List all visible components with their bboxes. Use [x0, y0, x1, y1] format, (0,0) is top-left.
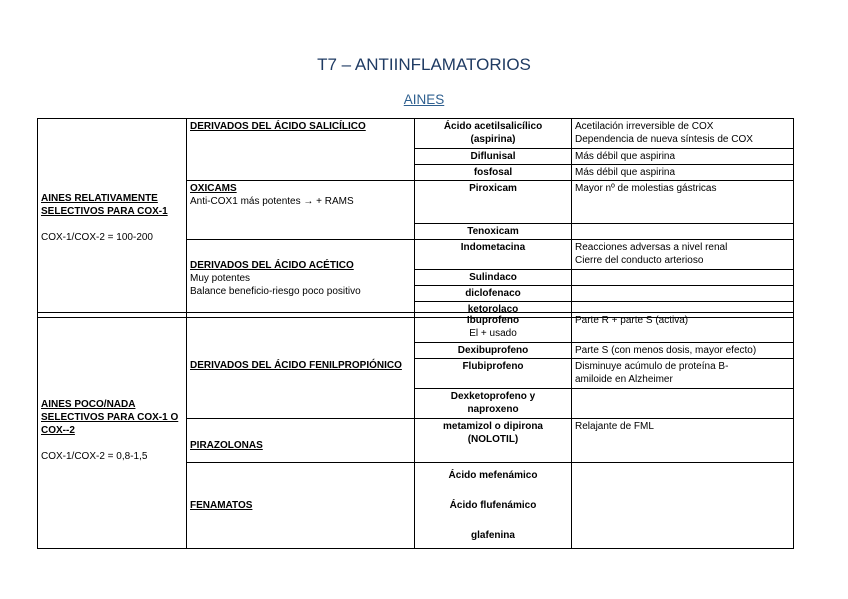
drug-cell [415, 119, 572, 149]
drug-note: Más débil que aspirina [575, 151, 676, 162]
drug-cell [415, 419, 572, 463]
drug-name: ketorolaco [467, 304, 519, 315]
drug-subnote: El + usado [469, 328, 517, 339]
page-subtitle: AINES [403, 92, 445, 107]
note-cell [572, 463, 794, 549]
aines-table-part2 [37, 312, 794, 549]
drug-cell [415, 359, 572, 389]
drug-cell [415, 224, 572, 240]
drug-note: Más débil que aspirina [575, 167, 676, 178]
group-ratio: COX-1/COX-2 = 100-200 [41, 232, 153, 243]
category-cell [187, 240, 415, 318]
drug-note: Reacciones adversas a nivel renal [575, 242, 728, 253]
category-name: FENAMATOS [190, 500, 253, 511]
drug-name: Dexibuprofeno [457, 345, 529, 356]
drug-name: Dexketoprofeno y [450, 391, 536, 402]
page-title: T7 – ANTIINFLAMATORIOS [317, 55, 531, 74]
drug-cell [415, 240, 572, 270]
group-cell [38, 119, 187, 318]
drug-name: naproxeno [467, 404, 519, 415]
note-cell [572, 224, 794, 240]
drug-note: Relajante de FML [575, 421, 654, 432]
table-row [38, 313, 794, 343]
category-name: PIRAZOLONAS [190, 440, 263, 451]
drug-name: Ácido acetilsalicílico [443, 121, 543, 132]
category-name: DERIVADOS DEL ÁCIDO FENILPROPIÓNICO [190, 360, 402, 371]
category-cell [187, 463, 415, 549]
drug-name: Tenoxicam [467, 226, 519, 237]
group-title: AINES RELATIVAMENTE SELECTIVOS PARA COX-1 [41, 193, 168, 217]
drug-name: Diflunisal [470, 151, 516, 162]
note-cell [572, 119, 794, 149]
drug-name: glafenina [471, 530, 515, 541]
note-cell [572, 419, 794, 463]
note-cell [572, 359, 794, 389]
drug-name: Ácido flufenámico [449, 500, 537, 511]
note-cell [572, 270, 794, 286]
drug-name: fosfosal [473, 167, 513, 178]
drug-cell [415, 149, 572, 165]
category-name: DERIVADOS DEL ÁCIDO SALICÍLICO [190, 121, 366, 132]
note-cell [572, 343, 794, 359]
category-cell [187, 313, 415, 419]
drug-note: Cierre del conducto arterioso [575, 255, 704, 266]
drug-note: Dependencia de nueva síntesis de COX [575, 134, 753, 145]
drug-note: Disminuye acúmulo de proteína B- [575, 361, 729, 372]
drug-cell [415, 181, 572, 224]
category-name: OXICAMS [190, 183, 237, 194]
drug-name: Flubiprofeno [462, 361, 524, 372]
drug-cell [415, 343, 572, 359]
drug-name: (NOLOTIL) [467, 434, 519, 445]
drug-note: Parte S (con menos dosis, mayor efecto) [575, 345, 757, 356]
note-cell [572, 165, 794, 181]
note-cell [572, 313, 794, 343]
category-note: Muy potentes [190, 273, 251, 284]
drug-name: Sulindaco [469, 272, 517, 283]
group-title: AINES POCO/NADA SELECTIVOS PARA COX-1 O COX--2 [41, 399, 179, 436]
group-cell [38, 313, 187, 549]
drug-name: Ibuprofeno [466, 315, 520, 326]
category-cell [187, 419, 415, 463]
note-cell [572, 389, 794, 419]
drug-cell [415, 313, 572, 343]
drug-cell [415, 463, 572, 549]
category-cell [187, 119, 415, 181]
category-note: Anti-COX1 más potentes → + RAMS [190, 196, 354, 207]
drug-note: Acetilación irreversible de COX [575, 121, 714, 132]
drug-cell [415, 270, 572, 286]
category-name: DERIVADOS DEL ÁCIDO ACÉTICO [190, 260, 354, 271]
drug-cell [415, 389, 572, 419]
drug-name: Piroxicam [469, 183, 517, 194]
note-cell [572, 240, 794, 270]
drug-note: amiloide en Alzheimer [575, 374, 673, 385]
drug-cell [415, 286, 572, 302]
table-row [38, 119, 794, 149]
note-cell [572, 181, 794, 224]
note-cell [572, 286, 794, 302]
drug-note: Parte R + parte S (activa) [575, 315, 689, 326]
drug-name: Indometacina [460, 242, 526, 253]
drug-name: metamizol o dipirona [442, 421, 543, 432]
group-ratio: COX-1/COX-2 = 0,8-1,5 [41, 451, 148, 462]
drug-name: Ácido mefenámico [448, 470, 538, 481]
drug-cell [415, 165, 572, 181]
drug-name: (aspirina) [470, 134, 516, 145]
aines-table [37, 118, 794, 318]
drug-name: diclofenaco [465, 288, 521, 299]
category-cell [187, 181, 415, 240]
note-cell [572, 149, 794, 165]
category-note: Balance beneficio-riesgo poco positivo [190, 286, 361, 297]
drug-note: Mayor nº de molestias gástricas [575, 183, 717, 194]
